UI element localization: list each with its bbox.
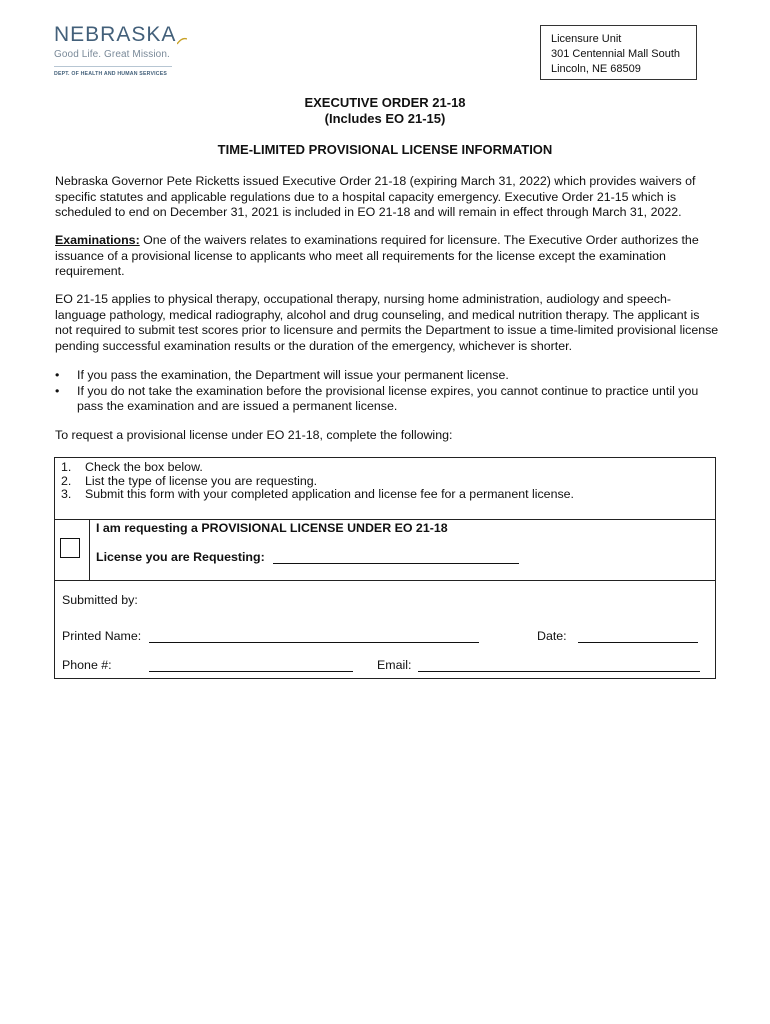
dhhs-logo: [54, 24, 194, 77]
bullet-text: If you pass the examination, the Department will issue your permanent license.: [77, 368, 509, 382]
submitted-by-label: Submitted by:: [62, 593, 138, 607]
step-text: Submit this form with your completed application and license fee for a permanent license.: [85, 487, 574, 501]
license-requested-field[interactable]: [273, 563, 519, 564]
step-text: List the type of license you are requesting.: [85, 473, 318, 488]
bullet-list: [55, 368, 720, 415]
address-box: [540, 25, 697, 80]
request-form: [54, 457, 716, 679]
logo-tagline: Good Life. Great Mission.: [54, 49, 170, 60]
eo-21-15-paragraph: EO 21-15 applies to physical therapy, occupational therapy, nursing home administration, audiology and speech-language pathology, medical radiography, alcohol and drug counseling, and medical nutrition therapy. The applicant is not required to submit test scores prior to licensure and permits the Department to issue a time-limited provisional license pending successful examination results or the duration of the emergency, whichever is shorter.: [55, 292, 719, 353]
address-line-2: 301 Centennial Mall South: [551, 48, 681, 60]
provisional-license-checkbox[interactable]: [60, 538, 80, 558]
bullet-mark: •: [55, 368, 60, 382]
date-label: Date:: [537, 629, 567, 643]
date-field[interactable]: [578, 642, 698, 643]
step-number: 3.: [61, 487, 72, 501]
intro-paragraph: Nebraska Governor Pete Ricketts issued Executive Order 21-18 (expiring March 31, 2022) which provides waivers of specific statutes and applicable regulations due to a hospital capacity emergency. Executive Order 21-15 which is scheduled to end on December 31, 2021 is included in EO 21-18 and will remain in effect through March 31, 2022.: [55, 174, 696, 219]
section-heading: TIME-LIMITED PROVISIONAL LICENSE INFORMATION: [217, 142, 553, 157]
email-field[interactable]: [418, 671, 700, 672]
email-label: Email:: [377, 658, 412, 672]
document-title: EXECUTIVE ORDER 21-18: [304, 95, 466, 110]
instruction-steps: [61, 461, 574, 502]
bullet-text: If you do not take the examination before the provisional license expires, you cannot continue to practice until you pass the examination and are issued a permanent license.: [77, 383, 699, 413]
request-intro: To request a provisional license under EO 21-18, complete the following:: [55, 428, 453, 442]
step-number: 1.: [61, 460, 72, 474]
phone-field[interactable]: [149, 671, 353, 672]
checkbox-cell: [55, 520, 90, 580]
request-statement: I am requesting a PROVISIONAL LICENSE UNDER EO 21-18: [96, 521, 448, 535]
list-item: [61, 461, 574, 475]
logo-wordmark: [54, 24, 194, 45]
examinations-label: Examinations:: [55, 233, 140, 247]
phone-label: Phone #:: [62, 658, 112, 672]
bullet-mark: •: [55, 383, 60, 398]
address-line-1: Licensure Unit: [551, 33, 622, 45]
logo-divider: [54, 66, 172, 67]
printed-name-field[interactable]: [149, 642, 479, 643]
logo-arc-icon: [177, 37, 187, 45]
printed-name-label: Printed Name:: [62, 629, 142, 643]
document-subtitle: (Includes EO 21-15): [324, 111, 446, 126]
list-item: [55, 384, 720, 415]
logo-wordmark-text: NEBRASKA: [54, 23, 177, 46]
list-item: [61, 475, 574, 489]
examinations-paragraph: [55, 233, 720, 280]
provisional-request-row: [55, 519, 715, 581]
step-number: 2.: [61, 473, 72, 488]
list-item: [55, 368, 720, 384]
address-line-3: Lincoln, NE 68509: [551, 63, 641, 75]
license-requested-label: License you are Requesting:: [96, 550, 265, 564]
logo-department: DEPT. OF HEALTH AND HUMAN SERVICES: [54, 71, 168, 77]
examinations-text: One of the waivers relates to examinations required for licensure. The Executive Order authorizes the issuance of a provisional license to applicants who meet all requirements for the license except the examination requirement.: [55, 233, 699, 278]
list-item: [61, 488, 574, 502]
step-text: Check the box below.: [85, 460, 203, 474]
